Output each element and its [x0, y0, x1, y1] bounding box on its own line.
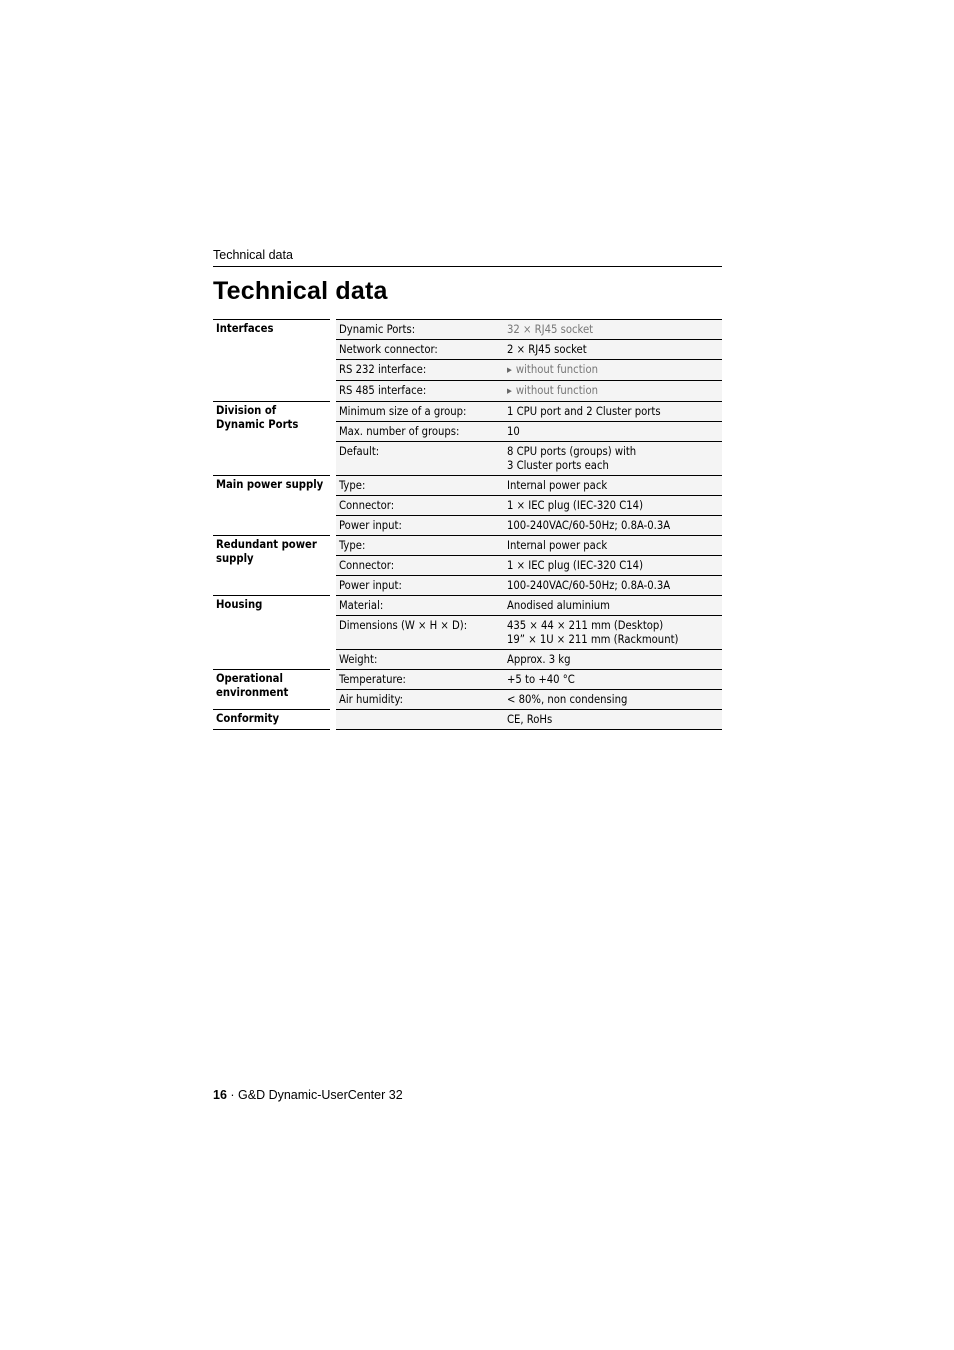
spec-value: Approx. 3 kg — [504, 650, 722, 670]
spec-value: 2 × RJ45 socket — [504, 340, 722, 360]
table-row — [213, 596, 722, 616]
spec-label: Material: — [336, 596, 504, 616]
spec-value — [504, 442, 722, 476]
table-row — [213, 670, 722, 690]
spec-value-text: without function — [515, 363, 598, 376]
spec-label: Air humidity: — [336, 690, 504, 710]
category-main-power: Main power supply — [213, 476, 330, 536]
spec-value — [504, 381, 722, 402]
spec-label: Max. number of groups: — [336, 422, 504, 442]
running-header: Technical data — [213, 248, 293, 262]
spec-value: CE, RoHs — [504, 710, 722, 730]
spec-value-line: 3 Cluster ports each — [507, 459, 609, 472]
spec-label: Network connector: — [336, 340, 504, 360]
spec-label: Dynamic Ports: — [336, 320, 504, 340]
spec-label: Weight: — [336, 650, 504, 670]
spec-label: Temperature: — [336, 670, 504, 690]
spec-label: Power input: — [336, 516, 504, 536]
header-rule — [213, 266, 722, 267]
table-row — [213, 536, 722, 556]
spec-value — [504, 360, 722, 381]
spec-label: Connector: — [336, 556, 504, 576]
spec-label: Dimensions (W × H × D): — [336, 616, 504, 650]
spec-value: +5 to +40 °C — [504, 670, 722, 690]
spec-label — [336, 710, 504, 730]
spec-label: RS 485 interface: — [336, 381, 504, 402]
spec-label: Type: — [336, 536, 504, 556]
table-row — [213, 476, 722, 496]
spec-value: Internal power pack — [504, 536, 722, 556]
bullet-arrow-icon: ▶ — [507, 387, 512, 395]
spec-value: 1 × IEC plug (IEC-320 C14) — [504, 496, 722, 516]
footer-separator: · — [226, 1088, 239, 1102]
page-title: Technical data — [213, 277, 388, 305]
page-footer — [213, 1088, 403, 1102]
category-redundant-power: Redundant power supply — [213, 536, 330, 596]
spec-value-line: 19” × 1U × 211 mm (Rackmount) — [507, 633, 679, 646]
spec-label: Type: — [336, 476, 504, 496]
spec-value-line: 435 × 44 × 211 mm (Desktop) — [507, 619, 664, 632]
table-row — [213, 320, 722, 340]
category-conformity: Conformity — [213, 710, 330, 730]
table-row — [213, 710, 722, 730]
category-housing: Housing — [213, 596, 330, 670]
spec-value: 100-240VAC/60-50Hz; 0.8A-0.3A — [504, 576, 722, 596]
spec-label: Power input: — [336, 576, 504, 596]
spec-value: Anodised aluminium — [504, 596, 722, 616]
category-interfaces: Interfaces — [213, 320, 330, 402]
page-number: 16 — [213, 1088, 227, 1102]
bullet-arrow-icon: ▶ — [507, 366, 512, 374]
spec-value: 1 × IEC plug (IEC-320 C14) — [504, 556, 722, 576]
spec-value-text: without function — [515, 384, 598, 397]
category-operational-environment: Operational environment — [213, 670, 330, 710]
spec-value: 10 — [504, 422, 722, 442]
spec-value: < 80%, non condensing — [504, 690, 722, 710]
spec-value: Internal power pack — [504, 476, 722, 496]
spec-label: Default: — [336, 442, 504, 476]
spec-value: 32 × RJ45 socket — [504, 320, 722, 340]
spec-label: Minimum size of a group: — [336, 402, 504, 422]
spec-value — [504, 616, 722, 650]
spec-value: 100-240VAC/60-50Hz; 0.8A-0.3A — [504, 516, 722, 536]
spec-label: RS 232 interface: — [336, 360, 504, 381]
spec-value-line: 8 CPU ports (groups) with — [507, 445, 637, 458]
table-row — [213, 402, 722, 422]
spec-value: 1 CPU port and 2 Cluster ports — [504, 402, 722, 422]
technical-data-table — [213, 319, 722, 730]
footer-product-name: G&D Dynamic-UserCenter 32 — [238, 1088, 403, 1102]
category-division: Division of Dynamic Ports — [213, 402, 330, 476]
spec-label: Connector: — [336, 496, 504, 516]
